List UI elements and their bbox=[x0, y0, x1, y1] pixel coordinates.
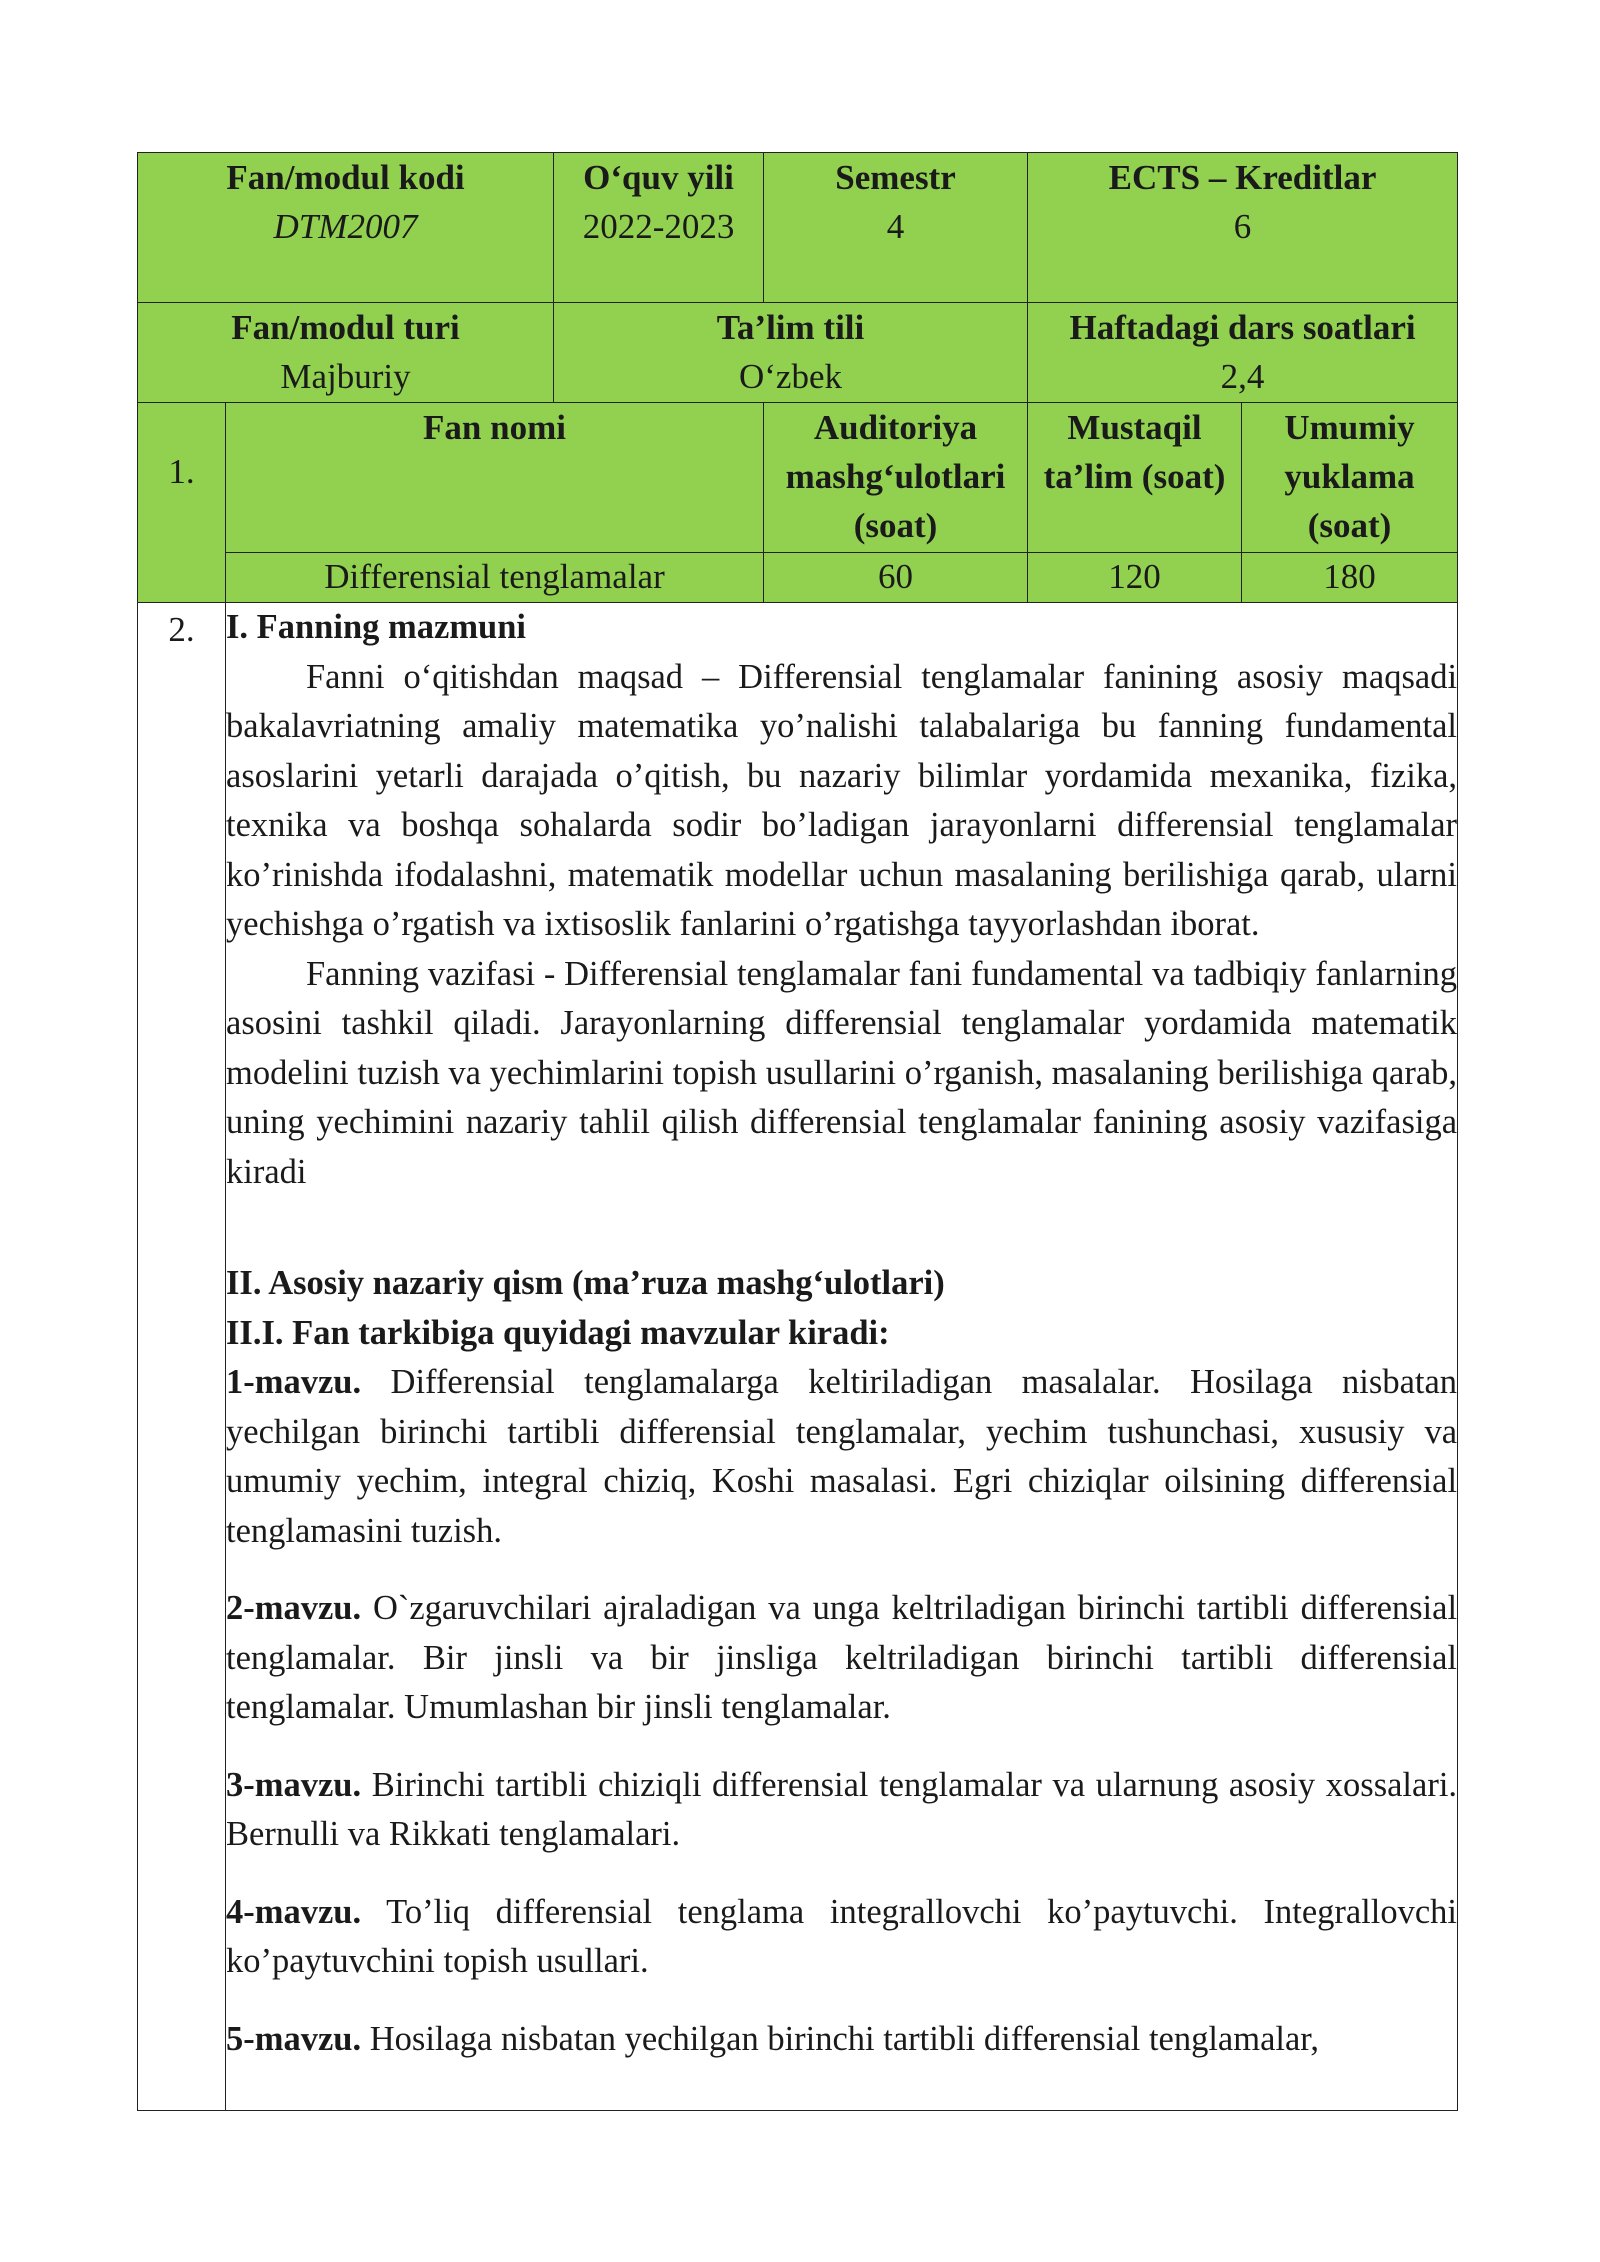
independent-hours-label: Mustaqil ta’lim (soat) bbox=[1028, 403, 1242, 553]
academic-year-cell bbox=[554, 153, 764, 303]
semester-cell bbox=[764, 153, 1028, 303]
topic-2 bbox=[226, 1584, 1457, 1733]
course-code-value: DTM2007 bbox=[273, 207, 418, 246]
topic-5 bbox=[226, 2015, 1457, 2065]
section-number-1: 1. bbox=[138, 403, 226, 603]
header-row-2 bbox=[138, 303, 1458, 403]
section-title-1: I. Fanning mazmuni bbox=[226, 608, 527, 646]
syllabus-page bbox=[137, 152, 1457, 2111]
topic-2-text: O`zgaruvchilari ajraladigan va unga keltriladigan birinchi tartibli differensial tenglamalar. Bir jinsli va bir jinsliga keltriladigan birinchi tartibli differensial tenglamalar. Umumlashan bir jinsli tenglamalar. bbox=[226, 1589, 1458, 1726]
course-code-label: Fan/modul kodi bbox=[226, 158, 465, 197]
header-row-3 bbox=[138, 403, 1458, 553]
section-title-3: II.I. Fan tarkibiga quyidagi mavzular kiradi: bbox=[226, 1313, 890, 1352]
content-row bbox=[138, 603, 1458, 2111]
goal-paragraph: Fanni o‘qitishdan maqsad – Differensial tenglamalar fanining asosiy maqsadi bakalavriatning amaliy matematika yo’nalishi talabalariga bu fanning fundamental asoslarini yetarli darajada o’qitish, bu nazariy bilimlar yordamida mexanika, fizika, texnika va boshqa sohalarda sodir bo’ladigan jarayonlarni differensial tenglamalar ko’rinishda ifodalashni, matematik modellar uchun masalaning berilishiga qarab, ularni yechishga o’rgatish va ixtisoslik fanlarini o’rgatishga tayyorlashdan iborat. bbox=[226, 657, 1458, 943]
total-load-label: Umumiy yuklama (soat) bbox=[1242, 403, 1458, 553]
topic-4 bbox=[226, 1888, 1457, 1987]
header-row-1 bbox=[138, 153, 1458, 303]
subject-name-value: Differensial tenglamalar bbox=[226, 553, 764, 603]
topic-1 bbox=[226, 1358, 1457, 1556]
ects-label: ECTS – Kreditlar bbox=[1108, 158, 1377, 197]
language-value: O‘zbek bbox=[739, 357, 843, 396]
topic-3-label: 3-mavzu. bbox=[226, 1765, 362, 1804]
topic-5-label: 5-mavzu. bbox=[226, 2019, 362, 2058]
topic-5-text: Hosilaga nisbatan yechilgan birinchi tartibli differensial tenglamalar, bbox=[369, 2019, 1320, 2058]
subject-name-label: Fan nomi bbox=[226, 403, 764, 553]
section-title-2: II. Asosiy nazariy qism (ma’ruza mashg‘ulotlari) bbox=[226, 1264, 945, 1302]
academic-year-value: 2022-2023 bbox=[582, 207, 735, 246]
course-code-cell bbox=[138, 153, 554, 303]
auditorium-hours-label: Auditoriya mashg‘ulotlari (soat) bbox=[764, 403, 1028, 553]
topic-3-text: Birinchi tartibli chiziqli differensial tenglamalar va ularnung asosiy xossalari. Bernulli va Rikkati tenglamalari. bbox=[226, 1765, 1458, 1853]
topic-2-label: 2-mavzu. bbox=[226, 1589, 362, 1627]
topic-3 bbox=[226, 1761, 1457, 1860]
topic-4-label: 4-mavzu. bbox=[226, 1892, 362, 1931]
syllabus-table bbox=[137, 152, 1458, 2111]
total-load-value: 180 bbox=[1242, 553, 1458, 603]
independent-hours-value: 120 bbox=[1028, 553, 1242, 603]
academic-year-label: O‘quv yili bbox=[583, 158, 734, 197]
weekly-hours-value: 2,4 bbox=[1220, 357, 1265, 396]
weekly-hours-cell bbox=[1028, 303, 1458, 403]
topic-4-text: To’liq differensial tenglama integrallovchi ko’paytuvchi. Integrallovchi ko’paytuvchini topish usullari. bbox=[226, 1892, 1458, 1980]
section-number-2: 2. bbox=[138, 603, 226, 2111]
task-paragraph: Fanning vazifasi - Differensial tenglamalar fani fundamental va tadbiqiy fanlarning asosini tashkil qiladi. Jarayonlarning differensial tenglamalar yordamida matematik modelini tuzish va yechimlarini topish usullarini o’rganish, masalaning berilishiga qarab, uning yechimini nazariy tahlil qilish differensial tenglamalar fanining asosiy vazifasiga kiradi bbox=[226, 954, 1458, 1191]
content-cell bbox=[226, 603, 1458, 2111]
header-row-4 bbox=[138, 553, 1458, 603]
topic-1-text: Differensial tenglamalarga keltiriladigan masalalar. Hosilaga nisbatan yechilgan birinchi tartibli differensial tenglamalar, yechim tushunchasi, xususiy va umumiy yechim, integral chiziq, Koshi masalasi. Egri chiziqlar oilsining differensial tenglamasini tuzish. bbox=[226, 1363, 1458, 1550]
ects-cell bbox=[1028, 153, 1458, 303]
topic-1-label: 1-mavzu. bbox=[226, 1363, 362, 1401]
semester-label: Semestr bbox=[835, 158, 956, 197]
semester-value: 4 bbox=[886, 207, 905, 246]
language-label: Ta’lim tili bbox=[716, 308, 865, 347]
module-type-label: Fan/modul turi bbox=[231, 308, 460, 347]
weekly-hours-label: Haftadagi dars soatlari bbox=[1069, 308, 1416, 347]
language-cell bbox=[554, 303, 1028, 403]
module-type-value: Majburiy bbox=[280, 357, 411, 396]
ects-value: 6 bbox=[1233, 207, 1252, 246]
module-type-cell bbox=[138, 303, 554, 403]
auditorium-hours-value: 60 bbox=[764, 553, 1028, 603]
